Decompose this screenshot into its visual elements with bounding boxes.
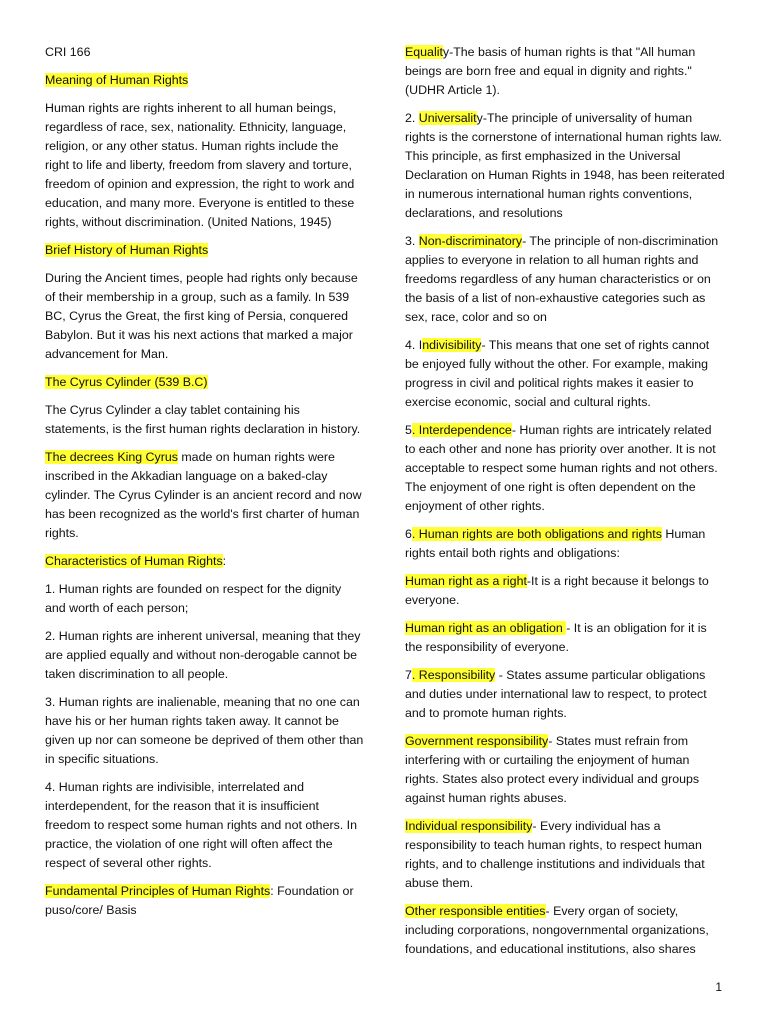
non-discriminatory-text: - The principle of non-discrimination applies to everyone in relation to all human rights and freedoms regardless of any human characteristics or on the basis of a list of non-exhaustive categories such as sex, race, color and so on — [405, 234, 719, 324]
interdependence-text: - Human rights are intricately related to each other and none has priority over another. It is not acceptable to respect some human rights and not others. The enjoyment of one right is often dependent on the enjoyment of other rights. — [405, 423, 718, 513]
other-entities-highlight: Other responsible entities — [405, 904, 546, 918]
course-code: CRI 166 — [45, 45, 91, 59]
indivisibility-number: 4. I — [405, 338, 423, 352]
obligations-text: Human rights entail both rights and obligations: — [405, 527, 706, 560]
characteristic-1: 1. Human rights are founded on respect for the dignity and worth of each person; — [45, 582, 342, 615]
paragraph-meaning: Human rights are rights inherent to all human beings, regardless of race, sex, nationality. Ethnicity, language, religion, or any other status. Human rights include the right to life and liberty, freedom from slavery and torture, freedom of opinion and expression, the right to work and education, and many more. Everyone is entitled to these rights, without discrimination. (United Nations, 1945) — [45, 101, 355, 229]
indivisibility-text: - This means that one set of rights cannot be enjoyed fully without the other. For example, making progress in civil and political rights makes it easier to exercise economic, social and cultural rights. — [405, 338, 710, 409]
principle-responsibility — [405, 666, 725, 723]
other-entities-text: - Every organ of society, including corporations, nongovernmental organizations, foundations, and educational institutions, also shares — [405, 904, 709, 956]
responsibility-text: - States assume particular obligations and duties under international law to respect, to protect and to promote human rights. — [405, 668, 707, 720]
right-as-obligation-text: - It is an obligation for it is the responsibility of everyone. — [405, 621, 707, 654]
heading-characteristics — [45, 552, 365, 571]
page-number: 1 — [715, 980, 722, 994]
heading-characteristics-text: Characteristics of Human Rights — [45, 554, 223, 568]
right-as-right-highlight: Human right as a right — [405, 574, 527, 588]
universality-text: y-The principle of universality of human rights is the cornerstone of international human rights law. This principle, as first emphasized in the Universal Declaration on Human Rights in 1948, has been reiterated in numerous international human rights conventions, declarations, and resolutions — [405, 111, 725, 220]
principle-interdependence — [405, 421, 725, 516]
interdependence-number: 5 — [405, 423, 412, 437]
heading-history-text: Brief History of Human Rights — [45, 243, 209, 257]
principle-indivisibility — [405, 336, 725, 412]
right-as-right-text: -It is a right because it belongs to everyone. — [405, 574, 709, 607]
right-column — [405, 43, 725, 968]
heading-history — [45, 241, 365, 260]
decrees-text: made on human rights were inscribed in the Akkadian language on a baked-clay cylinder. The Cyrus Cylinder is an ancient record and now has been recognized as the world's first charter of human rights. — [45, 450, 362, 540]
non-discriminatory-number: 3. — [405, 234, 419, 248]
right-as-obligation — [405, 619, 725, 657]
principle-obligations — [405, 525, 725, 563]
government-responsibility-highlight: Government responsibility — [405, 734, 549, 748]
individual-responsibility-highlight: Individual responsibility — [405, 819, 533, 833]
characteristics-colon: : — [222, 554, 227, 568]
decrees-highlight: The decrees King Cyrus — [45, 450, 178, 464]
fundamental-rest: : Foundation or puso/core/ Basis — [45, 884, 354, 917]
principle-equality — [405, 43, 725, 100]
characteristic-2: 2. Human rights are inherent universal, meaning that they are applied equally and without non-derogable cannot be taken discrimination to all people. — [45, 629, 361, 681]
interdependence-highlight: . Interdependence — [411, 423, 512, 437]
responsibility-number: 7 — [405, 668, 412, 682]
paragraph-history: During the Ancient times, people had rights only because of their membership in a group, such as a family. In 539 BC, Cyrus the Great, the first king of Persia, conquered Babylon. But it was his next actions that marked a major advancement for Man. — [45, 271, 358, 361]
paragraph-cyrus: The Cyrus Cylinder a clay tablet containing his statements, is the first human rights declaration in history. — [45, 403, 361, 436]
obligations-number: 6 — [405, 527, 412, 541]
heading-fundamental-text: Fundamental Principles of Human Rights — [45, 884, 271, 898]
heading-cyrus — [45, 373, 365, 392]
heading-meaning — [45, 71, 365, 90]
principle-non-discriminatory — [405, 232, 725, 327]
individual-responsibility — [405, 817, 725, 893]
indivisibility-highlight: ndivisibility — [422, 338, 482, 352]
heading-cyrus-text: The Cyrus Cylinder (539 B.C) — [45, 375, 208, 389]
left-column — [45, 43, 365, 929]
right-as-obligation-highlight: Human right as an obligation — [405, 621, 567, 635]
obligations-highlight: . Human rights are both obligations and rights — [411, 527, 662, 541]
universality-highlight: Universalit — [418, 111, 477, 125]
equality-text: y-The basis of human rights is that "All human beings are born free and equal in dignity and rights." (UDHR Article 1). — [405, 45, 696, 97]
universality-number: 2. — [405, 111, 419, 125]
characteristic-3: 3. Human rights are inalienable, meaning that no one can have his or her human rights taken away. It cannot be given up nor can someone be deprived of them other than in specific situations. — [45, 695, 364, 766]
right-as-right — [405, 572, 725, 610]
heading-meaning-text: Meaning of Human Rights — [45, 73, 189, 87]
heading-fundamental — [45, 882, 365, 920]
individual-responsibility-text: - Every individual has a responsibility to teach human rights, to respect human rights, and to challenge institutions and individuals that abuse them. — [405, 819, 705, 890]
government-responsibility-text: - States must refrain from interfering with or curtailing the enjoyment of human rights. States also protect every individual and groups against human rights abuses. — [405, 734, 700, 805]
characteristic-4: 4. Human rights are indivisible, interrelated and interdependent, for the reason that it is insufficient freedom to respect some human rights and not others. In practice, the violation of one right will often affect the respect of several other rights. — [45, 780, 357, 870]
non-discriminatory-highlight: Non-discriminatory — [418, 234, 523, 248]
equality-highlight: Equalit — [405, 45, 443, 59]
other-entities — [405, 902, 725, 959]
responsibility-highlight: . Responsibility — [411, 668, 496, 682]
paragraph-decrees — [45, 448, 365, 543]
government-responsibility — [405, 732, 725, 808]
principle-universality — [405, 109, 725, 223]
